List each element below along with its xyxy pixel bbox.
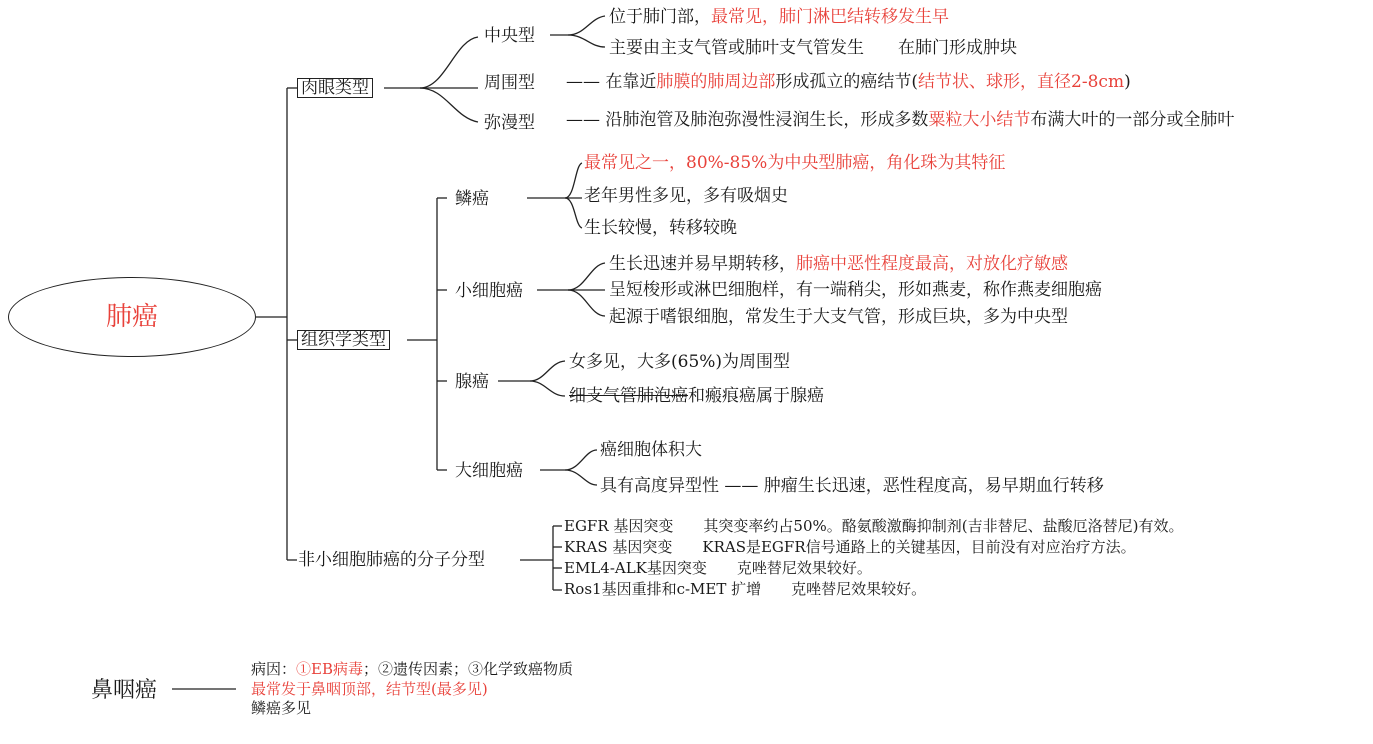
diffuse-text-c: 布满大叶的一部分或全肺叶 <box>1030 110 1235 130</box>
large-cell-line-2: 具有高度异型性 —— 肿瘤生长迅速，恶性程度高，易早期血行转移 <box>600 476 1104 496</box>
molecular-item: Ros1基因重排和c-MET 扩增 克唑替尼效果较好。 <box>564 580 927 598</box>
peripheral-highlight-2: 结节状、球形，直径2-8cm <box>918 72 1125 92</box>
central-type-label: 中央型 <box>484 26 535 46</box>
central-line-1 <box>609 7 949 27</box>
npc-type: 鳞癌多见 <box>251 699 312 717</box>
peripheral-type-label: 周围型 <box>484 73 535 93</box>
diffuse-text-a: —— 沿肺泡管及肺泡弥漫性浸润生长，形成多数 <box>566 110 929 130</box>
large-cell-label: 大细胞癌 <box>455 461 523 481</box>
adeno-line-2-struck: 细支气管肺泡癌 <box>569 386 688 406</box>
histo-type-label: 组织学类型 <box>297 330 390 350</box>
small-cell-line-3: 起源于嗜银细胞，常发生于大支气管，形成巨块，多为中央型 <box>609 307 1068 327</box>
adeno-label: 腺癌 <box>455 372 489 392</box>
npc-cause <box>251 660 573 678</box>
npc-site: 最常发于鼻咽顶部，结节型(最多见) <box>251 680 488 698</box>
molecular-item: EML4-ALK基因突变 克唑替尼效果较好。 <box>564 559 872 577</box>
diffuse-type-label: 弥漫型 <box>484 113 535 133</box>
peripheral-text-a: —— 在靠近 <box>566 72 657 92</box>
molecular-item: EGFR 基因突变 其突变率约占50%。酪氨酸激酶抑制剂(吉非替尼、盐酸厄洛替尼)有效。 <box>564 517 1184 535</box>
adeno-line-2 <box>569 386 824 406</box>
squamous-line-2: 老年男性多见，多有吸烟史 <box>584 186 788 206</box>
squamous-line-3: 生长较慢，转移较晚 <box>584 218 737 238</box>
adeno-line-2-text: 和瘢痕癌属于腺癌 <box>688 386 824 406</box>
adeno-line-1: 女多见，大多(65%)为周围型 <box>569 352 791 372</box>
central-line-1-text: 位于肺门部， <box>609 7 711 27</box>
diffuse-line <box>566 110 1234 130</box>
diffuse-highlight: 粟粒大小结节 <box>928 110 1031 130</box>
squamous-line-1: 最常见之一，80%-85%为中央型肺癌，角化珠为其特征 <box>584 153 1006 173</box>
root-title: 肺癌 <box>105 302 158 332</box>
npc-title: 鼻咽癌 <box>91 678 158 703</box>
central-line-1-highlight: 最常见，肺门淋巴结转移发生早 <box>711 7 949 27</box>
peripheral-highlight-1: 肺膜的肺周边部 <box>656 72 776 92</box>
large-cell-line-1: 癌细胞体积大 <box>600 440 702 460</box>
molecular-label: 非小细胞肺癌的分子分型 <box>298 550 485 570</box>
peripheral-text-c: 形成孤立的癌结节( <box>775 72 919 92</box>
central-line-2: 主要由主支气管或肺叶支气管发生 在肺门形成肿块 <box>609 38 1017 58</box>
small-cell-label: 小细胞癌 <box>455 281 523 301</box>
npc-cause-rest: ；②遗传因素；③化学致癌物质 <box>363 660 574 678</box>
small-cell-line-2: 呈短梭形或淋巴细胞样，有一端稍尖，形如燕麦，称作燕麦细胞癌 <box>609 280 1102 300</box>
npc-cause-prefix: 病因： <box>251 660 297 678</box>
peripheral-text-e: ) <box>1124 72 1131 92</box>
npc-cause-highlight: ①EB病毒 <box>296 660 363 678</box>
small-cell-line-1-text: 生长迅速并易早期转移， <box>609 254 796 274</box>
peripheral-line <box>566 72 1131 92</box>
squamous-label: 鳞癌 <box>455 189 489 209</box>
gross-type-label: 肉眼类型 <box>297 78 373 98</box>
small-cell-line-1 <box>609 254 1068 274</box>
molecular-item: KRAS 基因突变 KRAS是EGFR信号通路上的关键基因，目前没有对应治疗方法。 <box>564 538 1136 556</box>
small-cell-line-1-highlight: 肺癌中恶性程度最高，对放化疗敏感 <box>796 254 1068 274</box>
